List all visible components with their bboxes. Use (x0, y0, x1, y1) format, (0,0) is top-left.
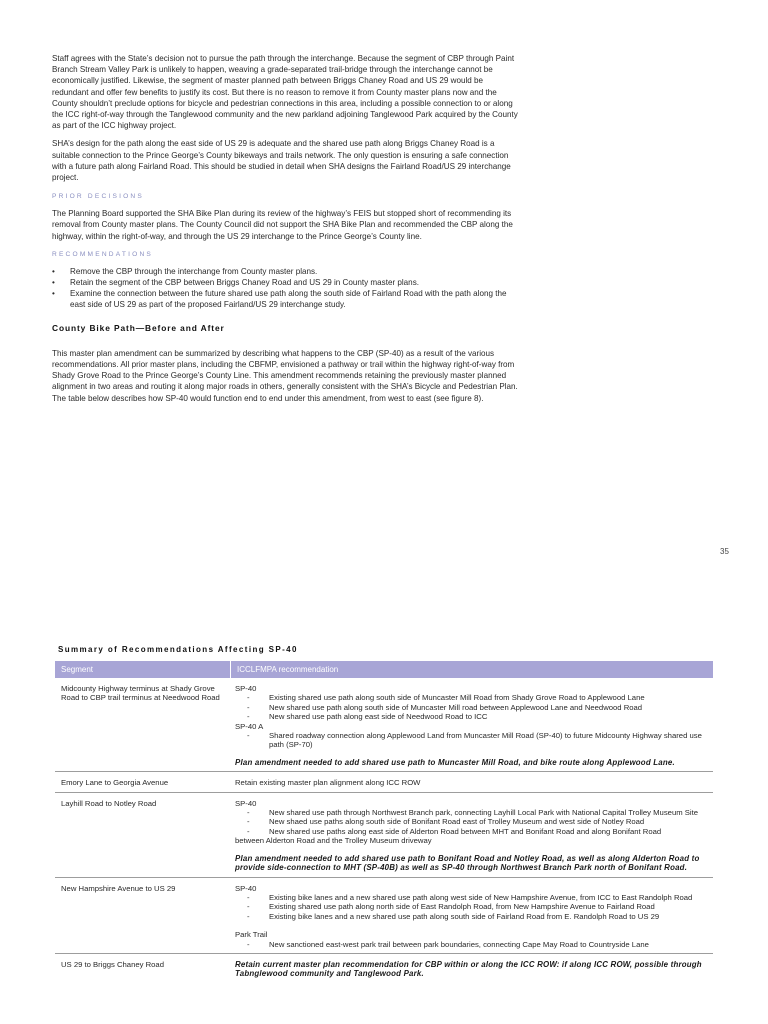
list-item: - New shared use path along east side of Needwood Road to ICC (235, 712, 707, 721)
list-item: - New shared use path along south side of Muncaster Mill road between Applewood Lane and Needwood Road (235, 703, 707, 712)
table-row (55, 954, 713, 983)
header-recommendation: ICCLFMPA recommendation (237, 665, 339, 674)
recommendations-heading: RECOMMENDATIONS (52, 250, 154, 258)
segment-cell: New Hampshire Avenue to US 29 (61, 883, 176, 893)
table-row (55, 772, 713, 792)
header-segment: Segment (55, 661, 231, 678)
recommendation-cell (231, 878, 713, 953)
table-header (55, 661, 713, 678)
recommendation-cell (231, 954, 713, 983)
recommendation-cell: Retain existing master plan alignment along ICC ROW (235, 778, 421, 788)
continuation-text: between Alderton Road and the Trolley Museum driveway (235, 836, 432, 846)
recommendations-list (52, 266, 520, 311)
prior-decisions-text: The Planning Board supported the SHA Bike Plan during its review of the highway’s FEIS but stopped short of recommending its removal from County master plans. The County Council did not support the SHA Bike Plan and recommended the CBP along the highway, within the right-of-way, and through the US 29 interchange to the Prince George’s County line. (52, 209, 513, 241)
list-item: - New shaed use paths along south side of Bonifant Road east of Trolley Museum and west side of Notley Road (235, 817, 707, 826)
amendment-note: Retain current master plan recommendation for CBP within or along the ICC ROW: if along ICC ROW, possible through Tabnglewood community and Tanglewood Park. (235, 959, 702, 979)
route-label: SP-40 A (235, 721, 264, 731)
recommendation-cell (231, 793, 713, 877)
table-row (55, 793, 713, 878)
route-label: SP-40 (235, 798, 257, 808)
recommendations-section (52, 250, 520, 311)
prior-decisions-section (52, 192, 520, 242)
list-item: - New shared use path through Northwest Branch park, connecting Layhill Local Park with National Capital Trolley Museum Site (235, 808, 707, 817)
segment-cell: Layhill Road to Notley Road (61, 798, 157, 808)
list-item: - Existing shared use path along north side of East Randolph Road, from New Hampshire Avenue to Fairland Road (235, 902, 707, 911)
section-text: This master plan amendment can be summarized by describing what happens to the CBP (SP-40) as a result of the various recommendations. All prior master plans, including the CBFMP, envisioned a pathway or trail within the highway right-of-way from Shady Grove Road to the Prince George’s County Line. This amendment recommends retaining the previously master planned alignment in two areas and routing it along major roads in others, generally consistent with the SHA’s Bicycle and Pedestrian Plan. The table below describes how SP-40 would function end to end under this amendment, from west to east (see figure 8). (52, 348, 518, 403)
table-row (55, 878, 713, 954)
list-item: - Existing shared use path along south side of Muncaster Mill Road from Shady Grove Road to Applewood Lane (235, 693, 707, 702)
list-item: • Examine the connection between the future shared use path along the south side of Fairland Road with the path along the east side of US 29 as part of the proposed Fairland/US 29 interchange study. (52, 288, 520, 310)
list-item: - New shared use paths along east side of Alderton Road between MHT and Bonifant Road and along Bonifant Road (235, 827, 707, 836)
segment-cell: Midcounty Highway terminus at Shady Grove Road to CBP trail terminus at Needwood Road (61, 684, 220, 703)
table-row (55, 678, 713, 772)
paragraph: SHA’s design for the path along the east side of US 29 is adequate and the shared use path along Briggs Chaney Road is a suitable connection to the Prince George’s County bikeways and trails network. The only question is ensuring a safe connection with a future path along Fairland Road. This should be studied in detail when SHA designs the Fairland Road/US 29 interchange project. (52, 139, 511, 183)
list-item: - New sanctioned east-west park trail between park boundaries, connecting Cape May Road to Countryside Lane (235, 940, 707, 949)
recommendations-table (55, 661, 713, 983)
route-label: Park Trail (235, 930, 268, 940)
route-label: SP-40 (235, 883, 257, 893)
bike-path-section (52, 323, 520, 404)
list-item: - Shared roadway connection along Applewood Land from Muncaster Mill Road (SP-40) to future Midcounty Highway shared use path (SP-70) (235, 731, 707, 750)
body-text-top (52, 53, 520, 404)
list-item: • Remove the CBP through the interchange from County master plans. (52, 266, 520, 277)
section-heading: County Bike Path—Before and After (52, 322, 225, 333)
segment-cell: Emory Lane to Georgia Avenue (61, 778, 169, 788)
list-item: • Retain the segment of the CBP between Briggs Chaney Road and US 29 in County master plans. (52, 277, 520, 288)
segment-cell: US 29 to Briggs Chaney Road (61, 959, 164, 969)
amendment-note: Plan amendment needed to add shared use path to Muncaster Mill Road, and bike route along Applewood Lane. (235, 757, 675, 767)
amendment-note: Plan amendment needed to add shared use path to Bonifant Road and Notley Road, as well as along Alderton Road to provide side-connection to MHT (SP-40B) as well as SP-40 through Northwest Branch Park north of Bonifant Road. (235, 853, 700, 873)
table-title: Summary of Recommendations Affecting SP-40 (58, 645, 298, 654)
paragraph: Staff agrees with the State’s decision not to pursue the path through the interchange. Because the segment of CBP through Paint Branch Stream Valley Park is unlikely to happen, weaving a grade-separated trail-bridge through the interchange cannot be economically justified. Likewise, the segment of master planned path between Briggs Chaney Road and US 29 would be redundant and offer few benefits to justify its cost. But there is no reason to remove it from County master plans now and the County shouldn’t preclude options for bicycle and pedestrian connections in this area, including a possible connection to or along the ICC right-of-way through the Tanglewood community and the new parkland adjoining Tanglewood Park acquired by the County as part of the ICC highway project. (52, 54, 518, 131)
list-item: - Existing bike lanes and a new shared use path along west side of New Hampshire Avenue, from ICC to East Randolph Road (235, 893, 707, 902)
list-item: - Existing bike lanes and a new shared use path along south side of Fairland Road from E. Randolph Road to US 29 (235, 912, 707, 921)
recommendation-cell (231, 678, 713, 771)
page-number: 35 (720, 547, 729, 556)
route-label: SP-40 (235, 684, 257, 693)
prior-decisions-heading: PRIOR DECISIONS (52, 193, 144, 201)
